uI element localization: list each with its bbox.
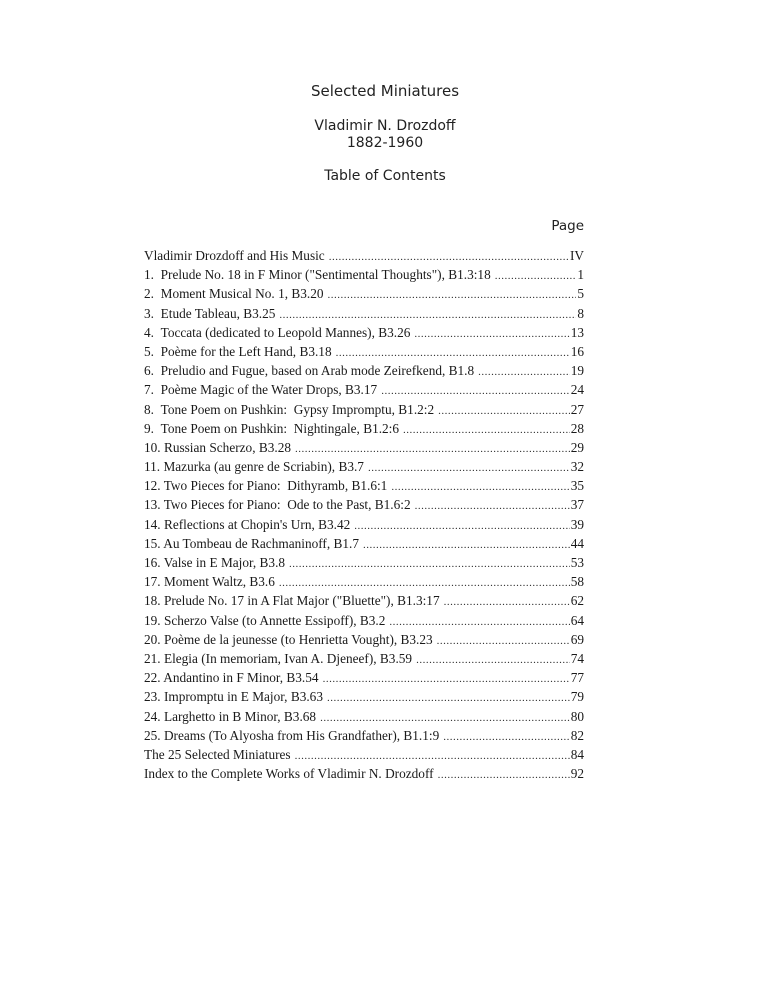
toc-entry-label: The 25 Selected Miniatures [144,746,291,762]
toc-entry [144,497,584,516]
toc-entry-page: 19 [570,363,584,379]
toc-entry-page: 8 [577,305,584,321]
dot-leader [279,577,570,589]
toc-entry-page: 13 [570,324,584,340]
toc-entry [144,306,584,325]
toc-entry-page: 80 [570,708,584,724]
toc-entry-label: 20. Poème de la jeunesse (to Henrietta Vought), B3.23 [144,631,433,647]
toc-entry-label: 13. Two Pieces for Piano: Ode to the Past, B1.6:2 [144,497,411,513]
toc-entry-label: 9. Tone Poem on Pushkin: Nightingale, B1.2:6 [144,420,400,436]
toc-entry-page: 39 [570,516,584,532]
dot-leader [289,558,570,570]
toc-entry-page: 53 [570,555,584,570]
toc-entry [144,325,584,344]
toc-entry [144,728,584,747]
toc-entry [144,670,584,689]
table-of-contents [144,248,584,785]
toc-entry [144,459,584,478]
toc-heading: Table of Contents [324,168,446,184]
toc-entry-label: Vladimir Drozdoff and His Music [144,248,325,263]
toc-entry-page: 29 [570,439,584,455]
toc-entry [144,421,584,440]
toc-entry-page: 74 [570,650,584,666]
toc-entry-page: 37 [570,497,584,513]
composer-name: Vladimir N. Drozdoff [314,118,456,134]
toc-entry-label: 24. Larghetto in B Minor, B3.68 [144,708,317,724]
toc-entry-page: 77 [570,670,584,686]
toc-entry-page: 64 [570,612,584,628]
toc-entry-label: 3. Etude Tableau, B3.25 [144,305,276,321]
dot-leader [279,309,576,321]
document-title: Selected Miniatures [310,82,460,100]
toc-entry [144,267,584,286]
toc-entry [144,613,584,632]
dot-leader [295,750,570,762]
toc-entry-page: 79 [570,689,584,705]
toc-entry [144,344,584,363]
dot-leader [336,347,570,359]
toc-entry [144,536,584,555]
toc-entry [144,632,584,651]
toc-entry-label: 11. Mazurka (au genre de Scriabin), B3.7 [144,459,364,475]
toc-entry [144,402,584,421]
toc-entry-label: 15. Au Tombeau de Rachmaninoff, B1.7 [144,535,359,551]
toc-entry-page: 5 [577,286,584,302]
toc-entry-page: 58 [570,574,584,590]
dot-leader [295,443,570,455]
toc-entry-label: 1. Prelude No. 18 in F Minor ("Sentimental Thoughts"), B1.3:18 [144,267,491,283]
toc-entry-label: 21. Elegia (In memoriam, Ivan A. Djeneef), B3.59 [144,650,413,666]
toc-entry [144,517,584,536]
toc-entry-label: Index to the Complete Works of Vladimir N. Drozdoff [144,766,434,782]
toc-entry-page: IV [569,248,584,263]
toc-entry-page: 92 [570,766,584,782]
dot-leader [323,673,570,685]
toc-entry-page: 24 [570,382,584,398]
toc-entry [144,440,584,459]
dot-leader [478,366,570,378]
toc-entry [144,555,584,574]
dot-leader [437,635,570,647]
toc-entry-label: 7. Poème Magic of the Water Drops, B3.17 [144,382,378,398]
toc-entry [144,382,584,401]
toc-entry [144,651,584,670]
dot-leader [381,385,570,397]
toc-entry [144,593,584,612]
dot-leader [363,539,570,551]
toc-entry-label: 25. Dreams (To Alyosha from His Grandfather), B1.1:9 [144,727,440,743]
toc-entry-label: 14. Reflections at Chopin's Urn, B3.42 [144,516,351,532]
dot-leader [416,654,570,666]
dot-leader [391,481,569,493]
toc-entry [144,689,584,708]
toc-entry-label: 4. Toccata (dedicated to Leopold Mannes), B3.26 [144,324,411,340]
toc-entry [144,709,584,728]
toc-entry-page: 28 [570,420,584,436]
toc-entry-label: 19. Scherzo Valse (to Annette Essipoff), B3.2 [144,612,386,628]
toc-entry-page: 1 [577,267,584,283]
toc-entry-label: 6. Preludio and Fugue, based on Arab mode Zeirefkend, B1.8 [144,363,475,379]
toc-entry-label: 8. Tone Poem on Pushkin: Gypsy Impromptu, B1.2:2 [144,401,435,417]
toc-entry-label: 17. Moment Waltz, B3.6 [144,574,275,590]
dot-leader [438,769,570,781]
toc-entry-page: 82 [570,727,584,743]
toc-entry [144,478,584,497]
toc-entry-label: 2. Moment Musical No. 1, B3.20 [144,286,324,302]
dot-leader [368,462,570,474]
toc-entry-label: 18. Prelude No. 17 in A Flat Major ("Bluette"), B1.3:17 [144,593,440,609]
dot-leader [444,596,570,608]
toc-entry-label: 12. Two Pieces for Piano: Dithyramb, B1.6:1 [144,478,388,494]
dot-leader [438,405,570,417]
dot-leader [327,692,570,704]
toc-entry [144,286,584,305]
toc-entry-page: 27 [570,401,584,417]
dot-leader [443,731,569,743]
toc-entry-page: 84 [570,746,584,762]
page-column-label: Page [551,218,584,234]
dot-leader [415,500,570,512]
dot-leader [354,520,569,532]
dot-leader [403,424,570,436]
toc-entry-label: 5. Poème for the Left Hand, B3.18 [144,343,332,359]
dot-leader [328,289,577,301]
toc-entry-page: 32 [570,459,584,475]
dot-leader [329,251,569,263]
toc-entry-label: 16. Valse in E Major, B3.8 [144,555,286,570]
toc-entry [144,766,584,785]
toc-entry-label: 10. Russian Scherzo, B3.28 [144,439,291,455]
toc-entry [144,574,584,593]
toc-entry-label: 23. Impromptu in E Major, B3.63 [144,689,323,705]
toc-entry-page: 35 [570,478,584,494]
dot-leader [389,616,569,628]
composer-years: 1882-1960 [346,135,424,151]
dot-leader [320,712,570,724]
toc-entry-label: 22. Andantino in F Minor, B3.54 [144,670,319,686]
toc-entry [144,363,584,382]
toc-entry-page: 16 [570,343,584,359]
toc-entry-page: 44 [570,535,584,551]
toc-entry-page: 62 [570,593,584,609]
dot-leader [495,270,577,282]
toc-entry [144,747,584,766]
toc-entry [144,248,584,267]
toc-entry-page: 69 [570,631,584,647]
dot-leader [414,328,569,340]
